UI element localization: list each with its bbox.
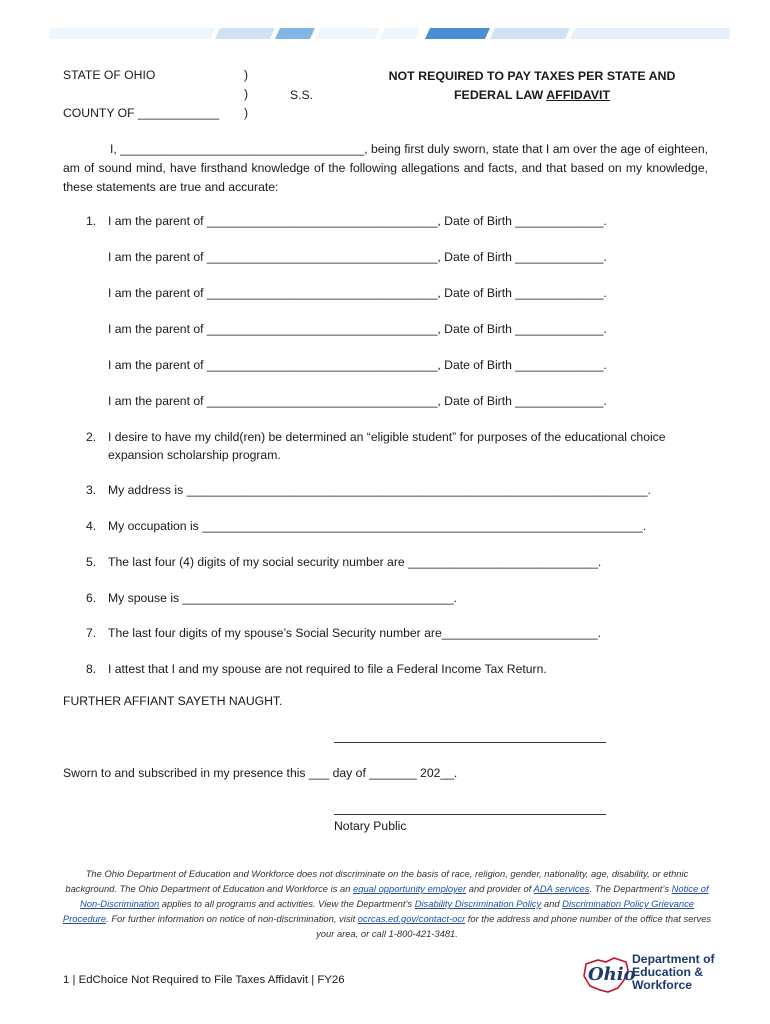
notice-text: . The Department’s: [589, 883, 672, 894]
item-number: 5.: [86, 555, 97, 569]
parent-line: I am the parent of __________________________________, Date of Birth _____________.: [108, 250, 607, 264]
item-text: My occupation is _________________________________________________________________.: [108, 519, 647, 533]
logo-text: [632, 953, 715, 992]
notice-text: and provider of: [466, 883, 534, 894]
item-text: I desire to have my child(ren) be determined an “eligible student” for purposes of the educational choice: [108, 430, 666, 444]
parent-line: I am the parent of __________________________________, Date of Birth _____________.: [108, 394, 607, 408]
state-label: STATE OF OHIO: [63, 68, 156, 82]
notice-text: The Ohio Department of Education and Workforce does not discriminate on the basis of race, religion, gender, nationality, age, disability, or ethnic background. The Ohio Department of Education and Workforce is an: [65, 868, 689, 894]
non-discrimination-notice: [62, 866, 712, 941]
document-title: [352, 67, 712, 105]
notice-text: for the address and phone number of the office that serves your area, or call 1-800-421-3481.: [316, 913, 712, 939]
logo-ohio-wordmark: Ohio: [588, 964, 636, 985]
parenthesis: ): [244, 106, 249, 120]
parenthesis: ): [244, 68, 249, 82]
ss-label: S.S.: [290, 88, 314, 102]
notice-non-discrimination-link[interactable]: Notice of Non-Discrimination: [79, 883, 709, 909]
title-line-2: [352, 86, 712, 105]
title-line-2-text: FEDERAL LAW: [453, 88, 547, 102]
ada-services-link[interactable]: ADA services: [533, 883, 590, 894]
parent-line: I am the parent of __________________________________, Date of Birth _____________.: [108, 322, 607, 336]
item-text: The last four (4) digits of my social security number are ____________________________.: [108, 555, 602, 569]
notary-label: Notary Public: [334, 819, 407, 833]
ocrcas-link[interactable]: ocrcas.ed.gov/contact-ocr: [357, 913, 466, 924]
logo-line-3: Workforce: [632, 978, 693, 992]
sworn-statement: Sworn to and subscribed in my presence this ___ day of _______ 202__.: [63, 766, 458, 780]
header-decorative-band: [50, 28, 730, 39]
item-number: 4.: [86, 519, 97, 533]
item-number: 3.: [86, 483, 97, 497]
page-footer-label: 1 | EdChoice Not Required to File Taxes Affidavit | FY26: [63, 974, 345, 986]
equal-opportunity-link[interactable]: equal opportunity employer: [353, 883, 467, 894]
item-text: expansion scholarship program.: [108, 448, 281, 462]
disability-policy-link[interactable]: Disability Discrimination Policy: [414, 898, 542, 909]
parent-line: I am the parent of __________________________________, Date of Birth _____________.: [108, 214, 607, 228]
intro-paragraph: I, ____________________________________, being first duly sworn, state that I am over the age of eighteen, am of sound mind, have firsthand knowledge of the following allegations and facts, and that based on my knowledge, these statements are true and accurate:: [63, 142, 708, 194]
logo-line-1: Department of: [632, 952, 715, 966]
notice-text: applies to all programs and activities. View the Department’s: [159, 898, 415, 909]
title-line-1: NOT REQUIRED TO PAY TAXES PER STATE AND: [388, 69, 676, 83]
item-number: 7.: [86, 626, 97, 640]
item-number: 6.: [86, 591, 97, 605]
item-text: I attest that I and my spouse are not required to file a Federal Income Tax Return.: [108, 662, 547, 676]
item-number: 1.: [86, 214, 97, 228]
item-number: 2.: [86, 430, 97, 444]
item-number: 8.: [86, 662, 97, 676]
parent-line: I am the parent of __________________________________, Date of Birth _____________.: [108, 358, 607, 372]
item-text: My address is ____________________________________________________________________.: [108, 483, 651, 497]
item-text: The last four digits of my spouse’s Social Security number are_______________________.: [108, 626, 602, 640]
parent-line: I am the parent of __________________________________, Date of Birth _____________.: [108, 286, 607, 300]
notice-text: and: [541, 898, 563, 909]
county-label: COUNTY OF ____________: [63, 106, 220, 120]
parenthesis: ): [244, 87, 249, 101]
notary-signature-line: [334, 814, 606, 815]
affiant-signature-line: [334, 742, 606, 743]
title-affidavit: AFFIDAVIT: [546, 88, 611, 102]
notice-text: . For further information on notice of non-discrimination, visit: [106, 913, 358, 924]
further-affiant-text: FURTHER AFFIANT SAYETH NAUGHT.: [63, 694, 283, 708]
grievance-procedure-link[interactable]: Discrimination Policy Grievance Procedure: [62, 898, 694, 924]
logo-line-2: Education &: [632, 965, 704, 979]
item-text: My spouse is ________________________________________.: [108, 591, 458, 605]
